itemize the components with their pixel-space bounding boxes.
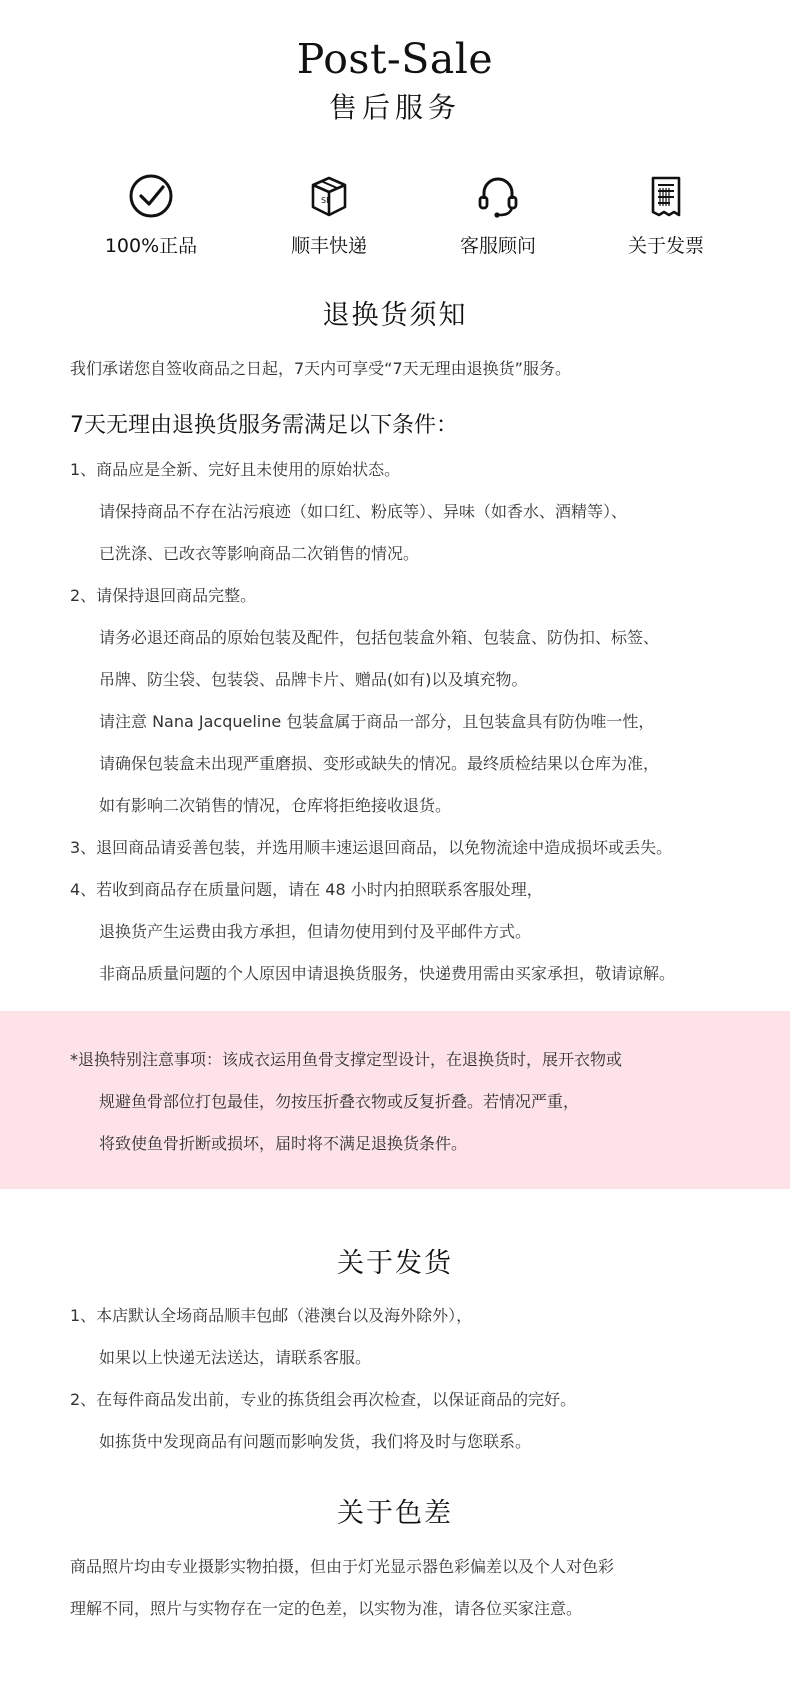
returns-line-10: 3、退回商品请妥善包装，并选用顺丰速运退回商品，以免物流途中造成损坏或丢失。 [70,838,673,857]
returns-title: 退换货须知 [322,300,468,331]
page-title-en: Post-Sale [296,35,494,83]
feature-label: 100%正品 [104,235,198,257]
returns-line-8: 请确保包装盒未出现严重磨损、变形或缺失的情况。最终质检结果以仓库为准， [99,754,660,773]
shipping-line-2: 如果以上快递无法送达，请联系客服。 [99,1348,372,1367]
returns-line-4: 2、请保持退回商品完整。 [70,586,257,605]
shipping-title: 关于发货 [337,1248,453,1279]
page-title-zh: 售后服务 [328,91,461,124]
shipping-line-4: 如拣货中发现商品有问题而影响发货，我们将及时与您联系。 [99,1432,532,1451]
notice-line-3: 将致使鱼骨折断或损坏，届时将不满足退换货条件。 [99,1134,468,1153]
returns-line-7: 请注意 Nana Jacqueline 包装盒属于商品一部分，且包装盒具有防伪唯一性， [99,712,655,731]
headset-icon [472,170,524,222]
feature-label: 关于发票 [627,235,704,257]
returns-intro: 我们承诺您自签收商品之日起，7天内可享受“7天无理由退换货”服务。 [70,359,571,378]
svg-text:SF: SF [321,196,331,205]
feature-authentic [71,170,231,259]
receipt-icon [640,170,692,222]
notice-line-2: 规避鱼骨部位打包最佳，勿按压折叠衣物或反复折叠。若情况严重， [99,1092,580,1111]
color-line-1: 商品照片均由专业摄影实物拍摄，但由于灯光显示器色彩偏差以及个人对色彩 [70,1557,615,1576]
returns-line-6: 吊牌、防尘袋、包装袋、品牌卡片、赠品(如有)以及填充物。 [99,670,528,689]
notice-line-1: *退换特别注意事项：该成衣运用鱼骨支撑定型设计，在退换货时，展开衣物或 [70,1050,623,1069]
returns-line-11: 4、若收到商品存在质量问题，请在 48 小时内拍照联系客服处理， [70,880,543,899]
returns-line-5: 请务必退还商品的原始包装及配件，包括包装盒外箱、包装盒、防伪扣、标签、 [99,628,660,647]
sf-box-icon [303,170,355,222]
feature-support [418,170,578,259]
feature-shipping [249,170,409,259]
returns-line-2: 请保持商品不存在沾污痕迹（如口红、粉底等）、异味（如香水、酒精等）、 [99,502,628,521]
returns-line-12: 退换货产生运费由我方承担，但请勿使用到付及平邮件方式。 [99,922,532,941]
returns-line-3: 已洗涤、已改衣等影响商品二次销售的情况。 [99,544,420,563]
returns-line-13: 非商品质量问题的个人原因申请退换货服务，快递费用需由买家承担，敬请谅解。 [99,964,676,983]
shipping-line-1: 1、本店默认全场商品顺丰包邮（港澳台以及海外除外）， [70,1306,473,1325]
returns-line-1: 1、商品应是全新、完好且未使用的原始状态。 [70,460,401,479]
conditions-title: 7天无理由退换货服务需满足以下条件： [70,413,458,438]
returns-line-9: 如有影响二次销售的情况，仓库将拒绝接收退货。 [99,796,452,815]
service-features [0,170,790,270]
page-header [0,34,790,126]
feature-invoice [586,170,746,259]
check-circle-icon [125,170,177,222]
color-line-2: 理解不同，照片与实物存在一定的色差，以实物为准，请各位买家注意。 [70,1599,583,1618]
color-difference-title: 关于色差 [337,1498,453,1529]
feature-label: 顺丰快递 [290,235,367,257]
shipping-line-3: 2、在每件商品发出前，专业的拣货组会再次检查，以保证商品的完好。 [70,1390,577,1409]
feature-label: 客服顾问 [459,235,536,257]
